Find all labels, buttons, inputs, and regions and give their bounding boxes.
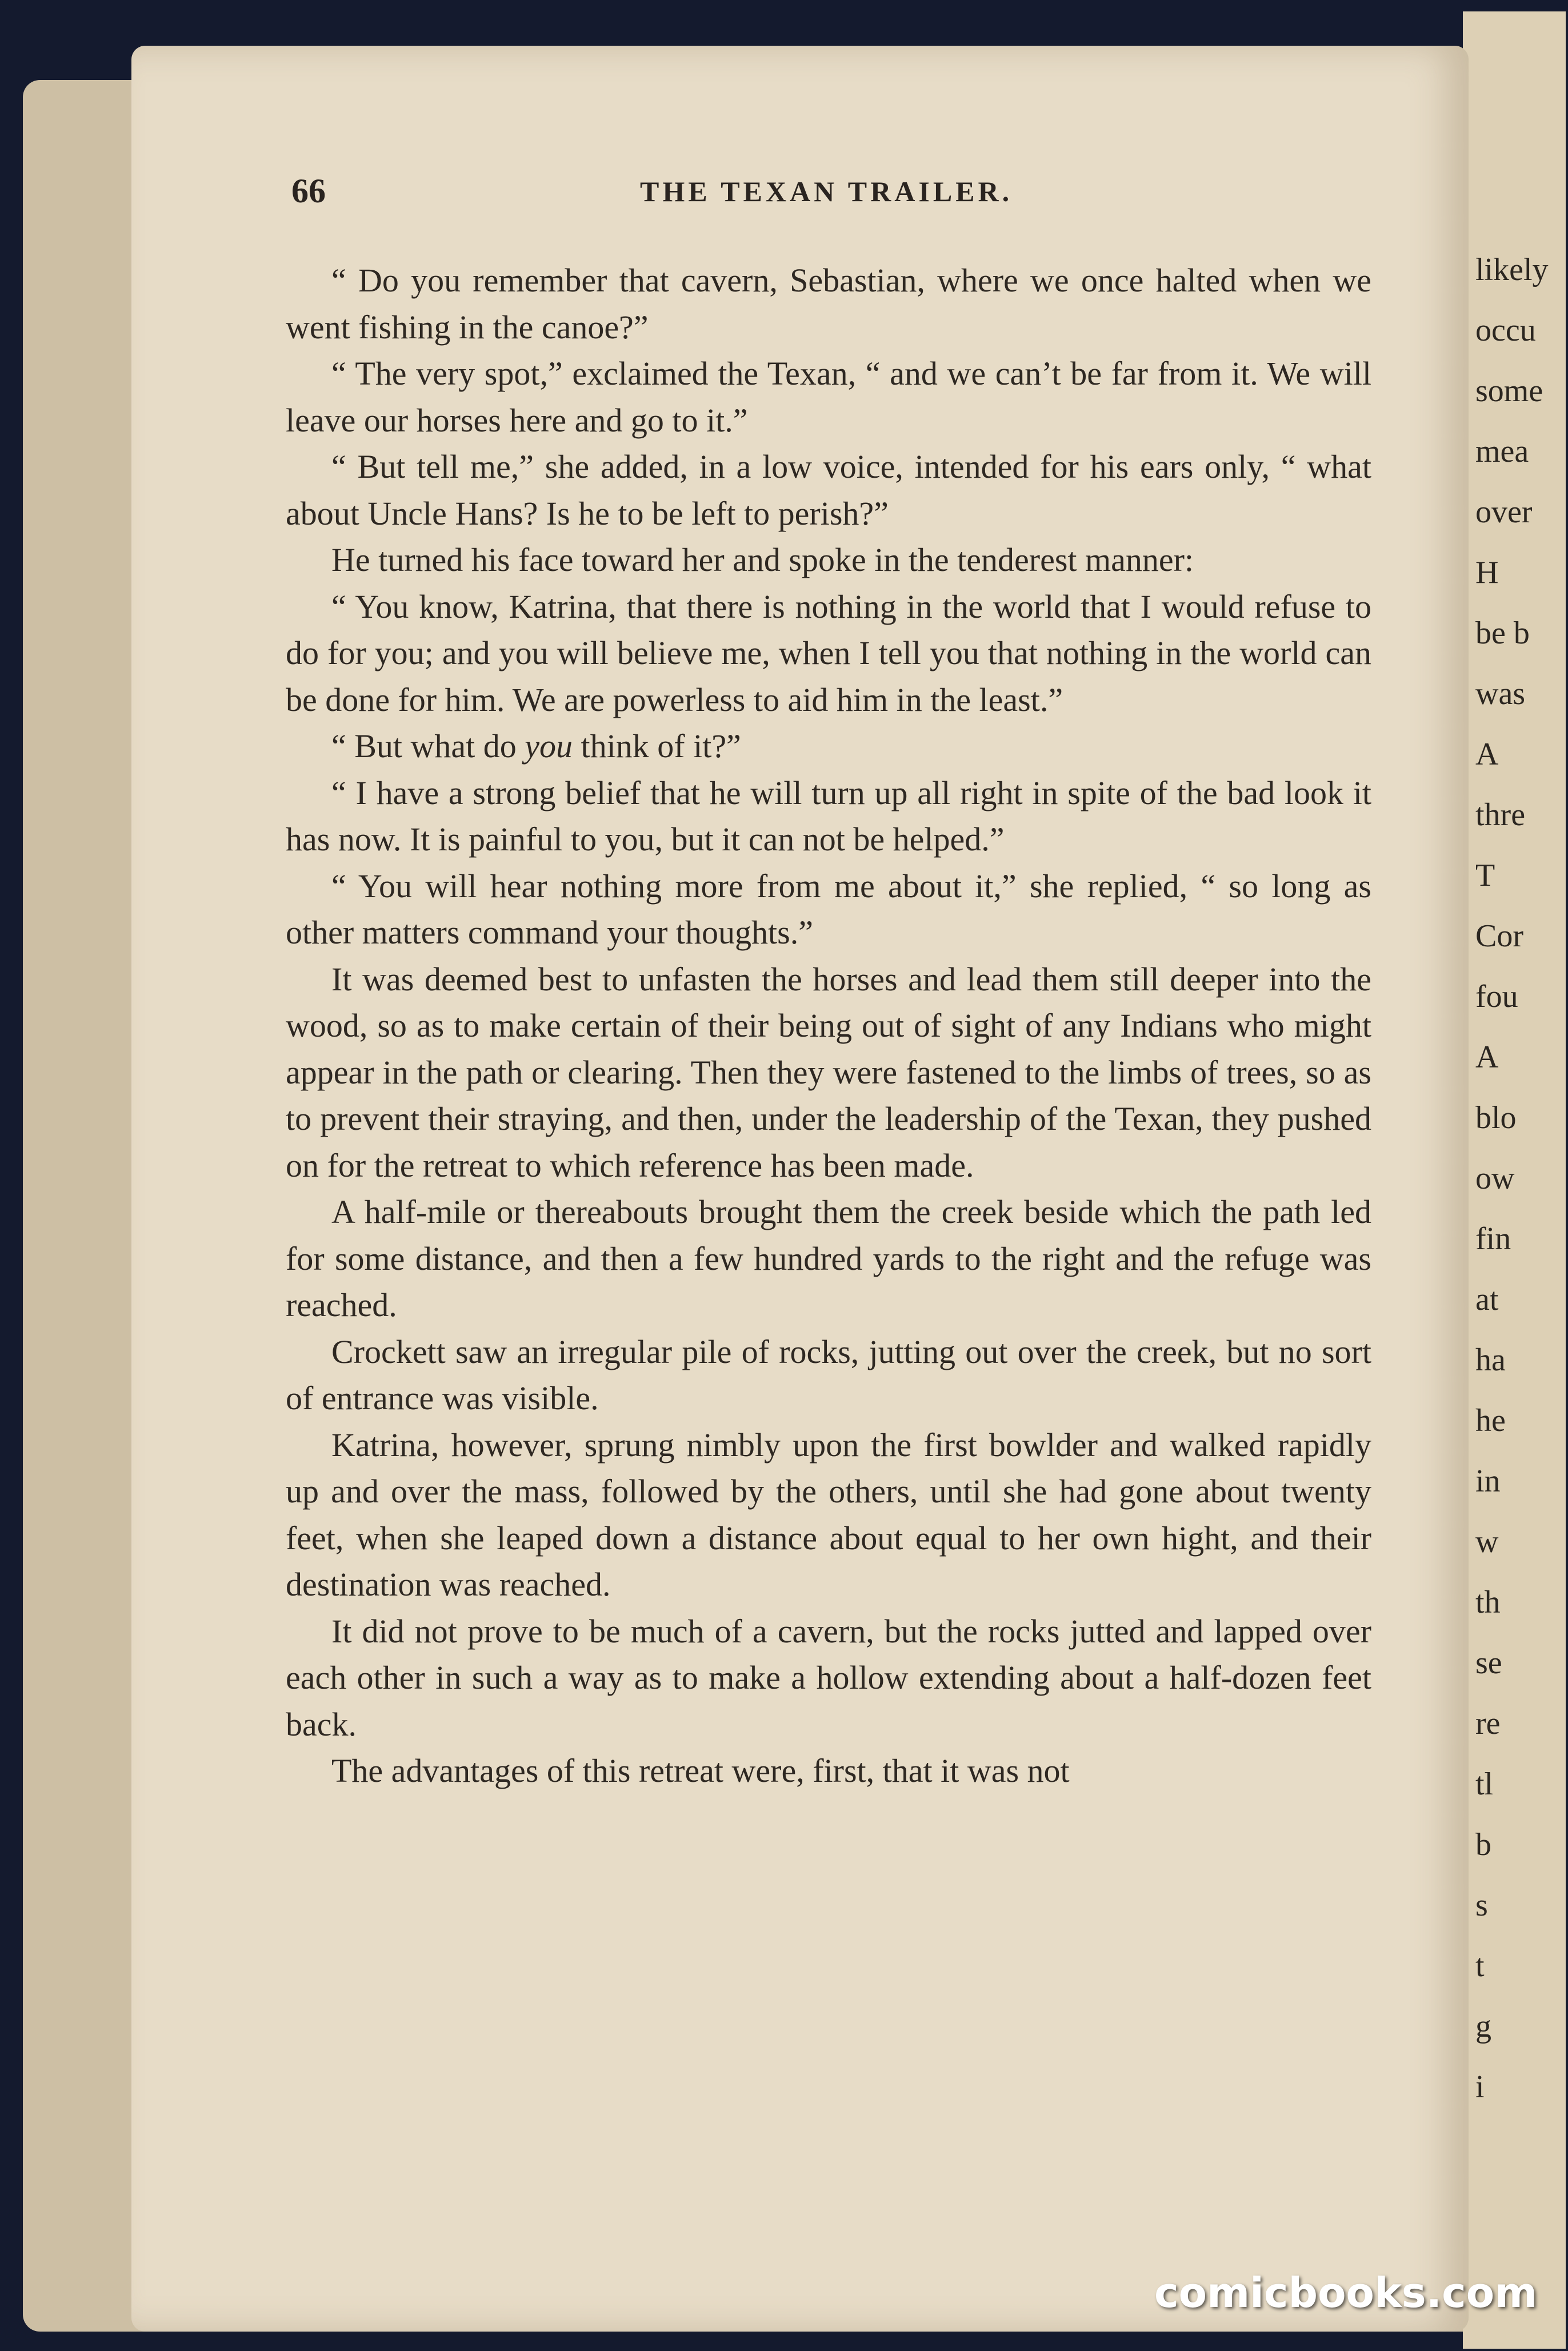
paragraph: “ You will hear nothing more from me about it,” she replied, “ so long as other matters command your thoughts.” [286,867,1371,951]
paragraph: It did not prove to be much of a cavern, but the rocks jutted and lapped over each other in such a way as to make a hollow extending about a half-dozen feet back. [286,1612,1371,1743]
facing-page-fragment: was [1475,676,1526,711]
body-text [286,257,1371,2143]
facing-page-fragment: be b [1475,615,1530,651]
paragraph: “ Do you remember that cavern, Sebastian, where we once halted when we went fishing in the canoe?” [286,262,1371,346]
paragraph: It was deemed best to unfasten the horses and lead them still deeper into the wood, so as to make certain of their being out of sight of any Indians who might appear in the path or clearing. Then they were fastened to the limbs of trees, so as to prevent their straying, and then, under the leadership of the Texan, they pushed on for the retreat to which reference has been made. [286,960,1371,1184]
paragraph: “ But tell me,” she added, in a low voice, intended for his ears only, “ what about Uncle Hans? Is he to be left to perish?” [286,448,1371,532]
paragraph: “ You know, Katrina, that there is nothing in the world that I would refuse to do for you; and you will believe me, when I tell you that nothing in the world can be done for him. We are powerless to aid him in the least.” [286,587,1371,718]
paragraph: A half-mile or thereabouts brought them the creek beside which the path led for some distance, and then a few hundred yards to the right and the refuge was reached. [286,1193,1371,1324]
facing-page-fragment: T [1475,858,1495,893]
facing-page-fragment: g [1475,2009,1491,2044]
facing-page-fragment: ow [1475,1161,1515,1196]
paragraph: “ I have a strong belief that he will turn up all right in spite of the bad look it has now. It is painful to you, but it can not be helped.” [286,774,1371,858]
facing-page-fragment: fin [1475,1221,1511,1257]
paragraph [286,723,1371,770]
paragraph: He turned his face toward her and spoke in the tenderest manner: [331,541,1194,578]
page-number: 66 [291,172,326,210]
facing-page-fragment: he [1475,1403,1506,1438]
facing-page-fragment: in [1475,1464,1501,1499]
text-segment: “ But what do [331,727,525,765]
facing-page [1463,11,1566,2349]
facing-page-fragment: fou [1475,979,1518,1014]
facing-page-fragment: th [1475,1585,1501,1620]
page-header [291,171,1377,217]
facing-page-fragment: re [1475,1706,1501,1741]
facing-page-fragment: b [1475,1827,1491,1862]
facing-page-fragment: se [1475,1645,1502,1681]
running-title: THE TEXAN TRAILER. [640,175,1013,207]
facing-page-fragment: tl [1475,1766,1494,1802]
facing-page-fragment: at [1475,1282,1499,1317]
facing-page-fragment: s [1475,1888,1488,1923]
text-segment: think of it?” [573,727,741,765]
facing-page-fragment: i [1475,2069,1485,2105]
facing-page-fragment: ha [1475,1342,1506,1378]
watermark-logo: comicbooks.com [1154,2269,1538,2317]
facing-page-fragment: likely [1475,252,1549,287]
facing-page-fragment: over [1475,494,1533,530]
paragraph: Crockett saw an irregular pile of rocks, jutting out over the creek, but no sort of entrance was visible. [286,1333,1371,1417]
facing-page-fragment: mea [1475,434,1529,469]
facing-page-fragment: H [1475,555,1499,590]
paragraph: Katrina, however, sprung nimbly upon the first bowlder and walked rapidly up and over the mass, followed by the others, until she had gone about twenty feet, when she leaped down a distance about equal to her own hight, and their destination was reached. [286,1426,1371,1603]
italic-word: you [525,727,573,765]
paragraph: The advantages of this retreat were, first, that it was not [331,1752,1070,1789]
facing-page-fragment: A [1475,737,1499,772]
facing-page-fragment: w [1475,1524,1499,1560]
paragraph: “ The very spot,” exclaimed the Texan, “ and we can’t be far from it. We will leave our horses here and go to it.” [286,355,1371,439]
facing-page-fragment: A [1475,1039,1499,1075]
facing-page-fragment: t [1475,1948,1485,1984]
facing-page-fragment: occu [1475,313,1536,348]
facing-page-fragment: some [1475,373,1543,409]
facing-page-fragment: thre [1475,797,1526,833]
facing-page-fragment: Cor [1475,918,1523,954]
facing-page-fragment: blo [1475,1100,1517,1135]
